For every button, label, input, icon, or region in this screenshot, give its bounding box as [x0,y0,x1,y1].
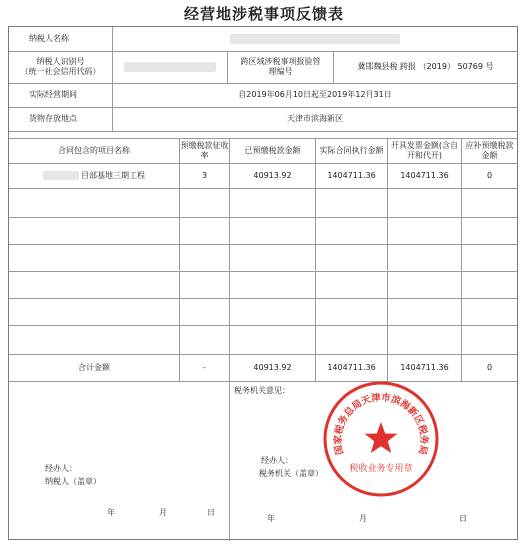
tax-office-opinion-label: 税务机关意见： [234,386,290,395]
cross-region-value: 冀邯魏县税 跨报 （2019） 50769 号 [357,62,494,71]
seal-text: 国家税务总局天津市滨海新区税务局 [332,392,430,456]
cross-region-label-line2: 理编号 [268,67,293,76]
period-label: 实际经营期间 [29,90,77,99]
seal-subtext: 税收业务专用章 [349,464,413,474]
official-seal-stamp [322,380,440,498]
location-label: 货物存放地点 [29,114,77,123]
feedback-form [8,26,518,540]
total-label: 合计金额 [78,362,110,372]
right-day: 日 [459,514,467,523]
right-month: 月 [359,514,367,523]
project-name: 目部基地三期工程 [81,170,145,180]
right-handler-label: 经办人： [261,456,293,465]
table-header: 实际合同执行金额 [319,145,384,155]
taxpayer-id-value [113,51,227,83]
table-cell: 0 [486,170,493,180]
table-header: 合同包含的项目名称 [58,145,130,155]
left-taxpayer-stamp-label: 纳税人（盖章） [45,477,101,486]
table-header: 开具发票金额(含自开和代开) [390,140,459,160]
redacted-text [43,171,79,180]
total-cell: 1404711.36 [327,362,376,372]
taxpayer-id-label [9,51,112,83]
redacted-text [124,62,216,72]
period-value: 自2019年06月10日起至2019年12月31日 [238,90,392,99]
table-cell: 40913.92 [253,170,292,180]
taxpayer-id-label-line2: （统一社会信用代码） [20,67,101,76]
taxpayer-id-label-line1: 纳税人识别号 [36,57,85,66]
left-handler-label: 经办人： [45,464,77,473]
cross-region-label-line1: 跨区域涉税事项报验管 [240,57,321,66]
table-row [9,163,179,188]
taxpayer-name-label: 纳税人名称 [29,34,69,43]
star-icon [365,422,398,453]
table-cell: 1404711.36 [400,170,449,180]
left-month: 月 [159,508,167,517]
table-cell: 3 [201,170,208,180]
left-year: 年 [107,508,115,517]
right-year: 年 [267,514,275,523]
right-tax-office-stamp-label: 税务机关（盖章） [259,469,323,478]
redacted-text [230,34,400,44]
left-day: 日 [207,508,215,517]
cross-region-label [228,51,333,83]
total-cell: 40913.92 [253,362,292,372]
taxpayer-name-value [113,27,517,51]
location-value: 天津市滨海新区 [287,114,343,123]
form-title: 经营地涉税事项反馈表 [183,5,344,23]
table-header: 已预缴税款金额 [244,145,301,155]
table-header: 应补预缴税款金额 [465,140,514,160]
total-cell: 0 [486,362,493,372]
table-header: 预缴税款征收率 [180,140,229,160]
table-cell: 1404711.36 [327,170,376,180]
total-cell: 1404711.36 [400,362,449,372]
total-cell: - [203,362,206,372]
